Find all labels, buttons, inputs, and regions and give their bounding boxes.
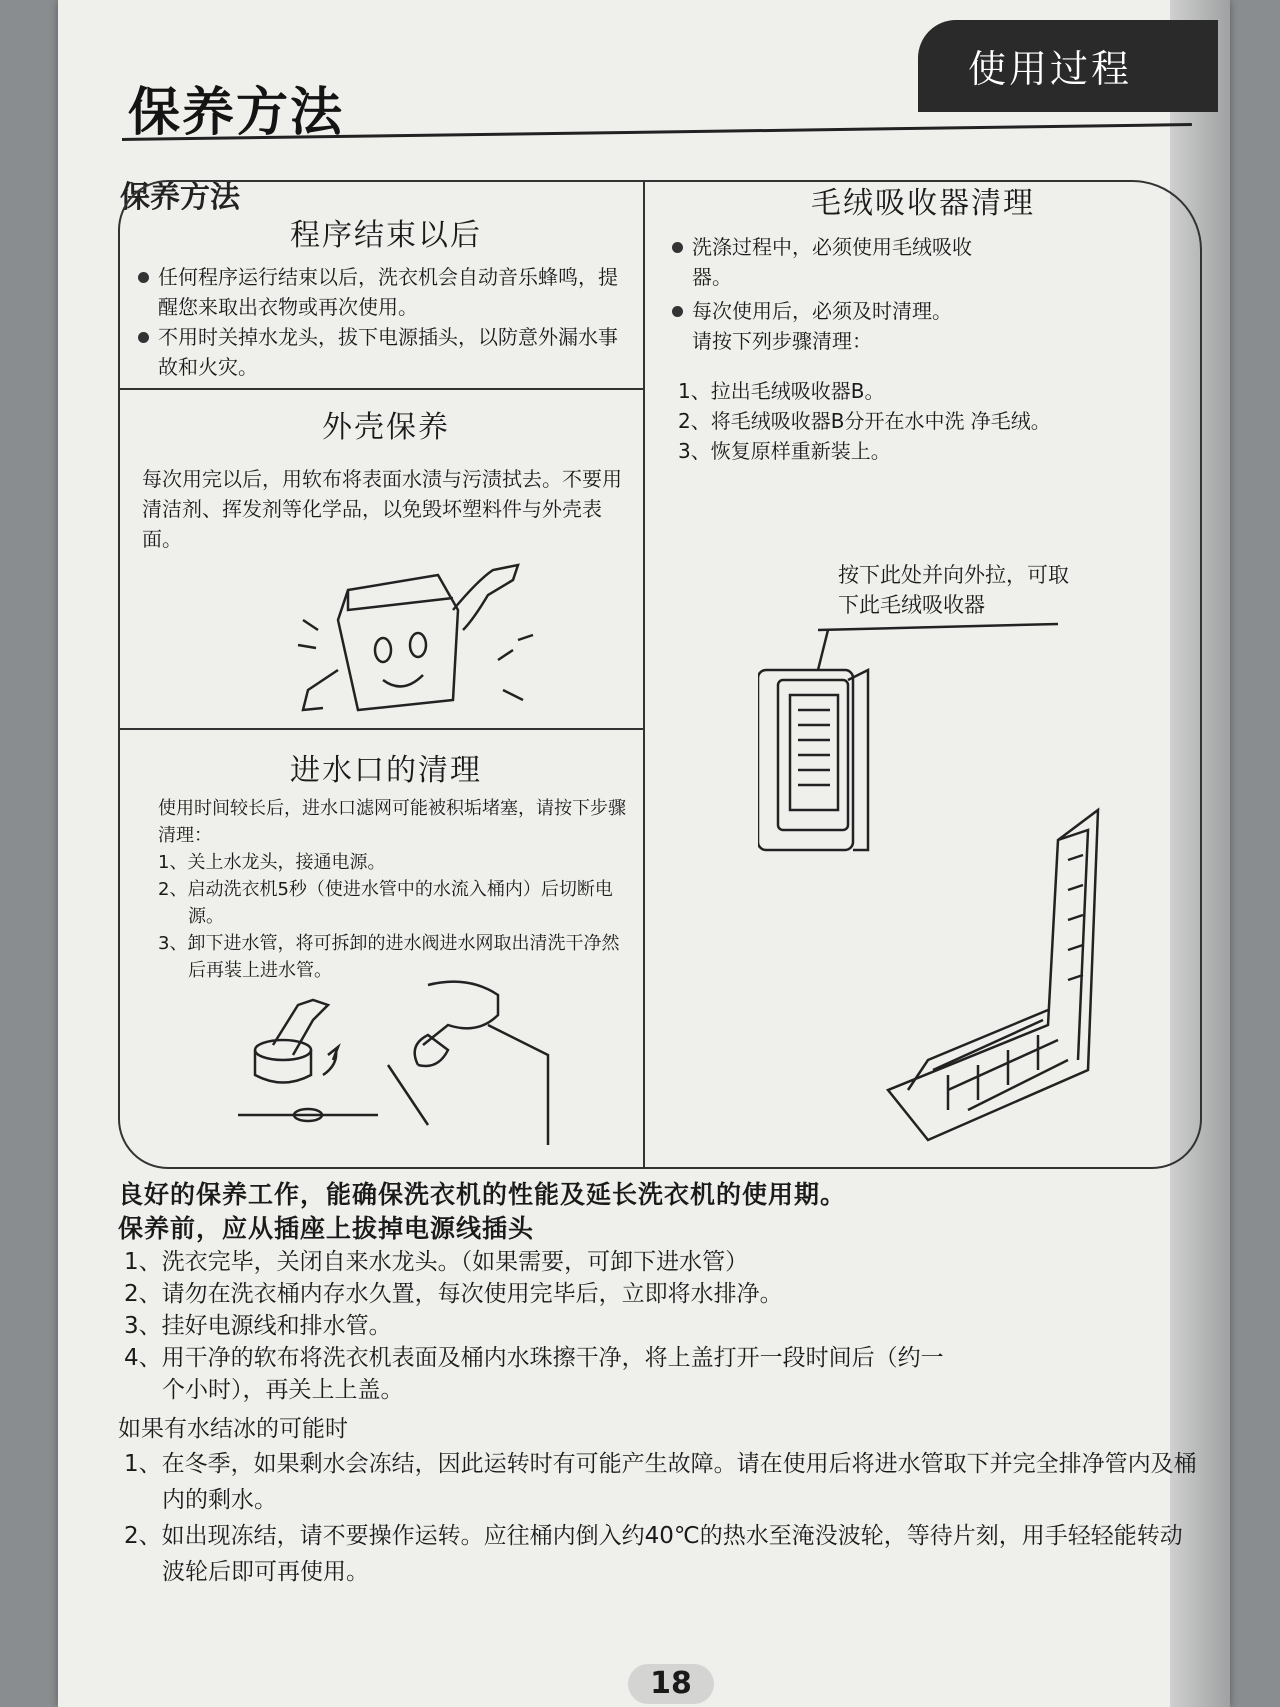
- inlet-cleaning-intro: 使用时间较长后，进水口滤网可能被积垢堵塞，请按下步骤清理：: [158, 798, 626, 846]
- maintenance-item-1: 1、洗衣完毕，关闭自来水龙头。（如果需要，可卸下进水管）: [124, 1249, 749, 1275]
- lint-step-3: 3、恢复原样重新装上。: [678, 439, 891, 463]
- inlet-cleaning-heading: 进水口的清理: [290, 753, 482, 788]
- inlet-step-3: 3、卸下进水管，将可拆卸的进水阀进水网取出清洗干净然后再装上进水管。: [158, 933, 620, 981]
- lint-filter-callout: 按下此处并向外拉，可取下此毛绒吸收器: [838, 563, 1069, 617]
- maintenance-item-4: 4、用干净的软布将洗衣机表面及桶内水珠擦干净，将上盖打开一段时间后（约一个小时），再关上上盖。: [124, 1345, 944, 1403]
- section-label: 保养方法: [120, 180, 240, 215]
- after-program-bullet-2: 不用时关掉水龙头，拔下电源插头，以防意外漏水事故和火灾。: [136, 322, 636, 382]
- maintenance-item-3: 3、挂好电源线和排水管。: [124, 1313, 392, 1339]
- inlet-step-1: 1、关上水龙头，接通电源。: [158, 852, 386, 873]
- chapter-tab-label: 使用过程: [968, 47, 1133, 91]
- chapter-tab: [918, 20, 1218, 112]
- lint-filter-instruction: 请按下列步骤清理：: [692, 329, 872, 353]
- freeze-item-1: 1、在冬季，如果剩水会冻结，因此运转时有可能产生故障。请在使用后将进水管取下并完全排净管内及桶内的剩水。: [124, 1451, 1197, 1513]
- lint-filter-heading: 毛绒吸收器清理: [811, 186, 1035, 221]
- maintenance-intro-1: 良好的保养工作，能确保洗衣机的性能及延长洗衣机的使用期。: [118, 1180, 847, 1209]
- inlet-cleaning-section: [136, 745, 636, 984]
- shell-care-heading: 外壳保养: [322, 410, 450, 445]
- inlet-hose-illustration: [188, 975, 558, 1145]
- maintenance-item-2: 2、请勿在洗衣桶内存水久置，每次使用完毕后，立即将水排净。: [124, 1281, 783, 1307]
- panel-divider-vertical: [643, 182, 645, 1167]
- freeze-title: 如果有水结冰的可能时: [118, 1416, 348, 1442]
- maintenance-intro-2: 保养前，应从插座上拔掉电源线插头: [118, 1214, 535, 1243]
- lint-step-2: 2、将毛绒吸收器B分开在水中洗 净毛绒。: [678, 409, 1051, 433]
- lint-filter-bullet-1: 洗涤过程中，必须使用毛绒吸收器。: [670, 232, 1010, 292]
- lint-step-1: 1、拉出毛绒吸收器B。: [678, 379, 885, 403]
- lint-filter-section: [658, 178, 1188, 466]
- lint-filter-illustration: [758, 620, 1178, 1160]
- after-program-section: [136, 210, 636, 382]
- page-title: 保养方法: [128, 83, 345, 143]
- inlet-step-2: 2、启动洗衣机5秒（使进水管中的水流入桶内）后切断电源。: [158, 879, 613, 927]
- after-program-heading: 程序结束以后: [290, 218, 482, 253]
- page-number: 18: [628, 1664, 714, 1704]
- shell-care-section: [136, 402, 636, 554]
- manual-page: [58, 0, 1230, 1707]
- panel-divider-1: [120, 388, 643, 390]
- panel-divider-2: [120, 728, 643, 730]
- after-program-bullet-1: 任何程序运行结束以后，洗衣机会自动音乐蜂鸣，提醒您来取出衣物或再次使用。: [136, 262, 636, 322]
- shell-care-text: 每次用完以后，用软布将表面水渍与污渍拭去。不要用清洁剂、挥发剂等化学品，以免毁坏塑料件与外壳表面。: [142, 467, 622, 551]
- freeze-item-2: 2、如出现冻结，请不要操作运转。应往桶内倒入约40℃的热水至淹没波轮，等待片刻，用手轻轻能转动波轮后即可再使用。: [124, 1523, 1183, 1585]
- washing-machine-cartoon-illustration: [288, 550, 548, 720]
- lint-filter-bullet-2: 每次使用后，必须及时清理。: [670, 296, 1010, 326]
- maintenance-notes: [118, 1178, 1198, 1590]
